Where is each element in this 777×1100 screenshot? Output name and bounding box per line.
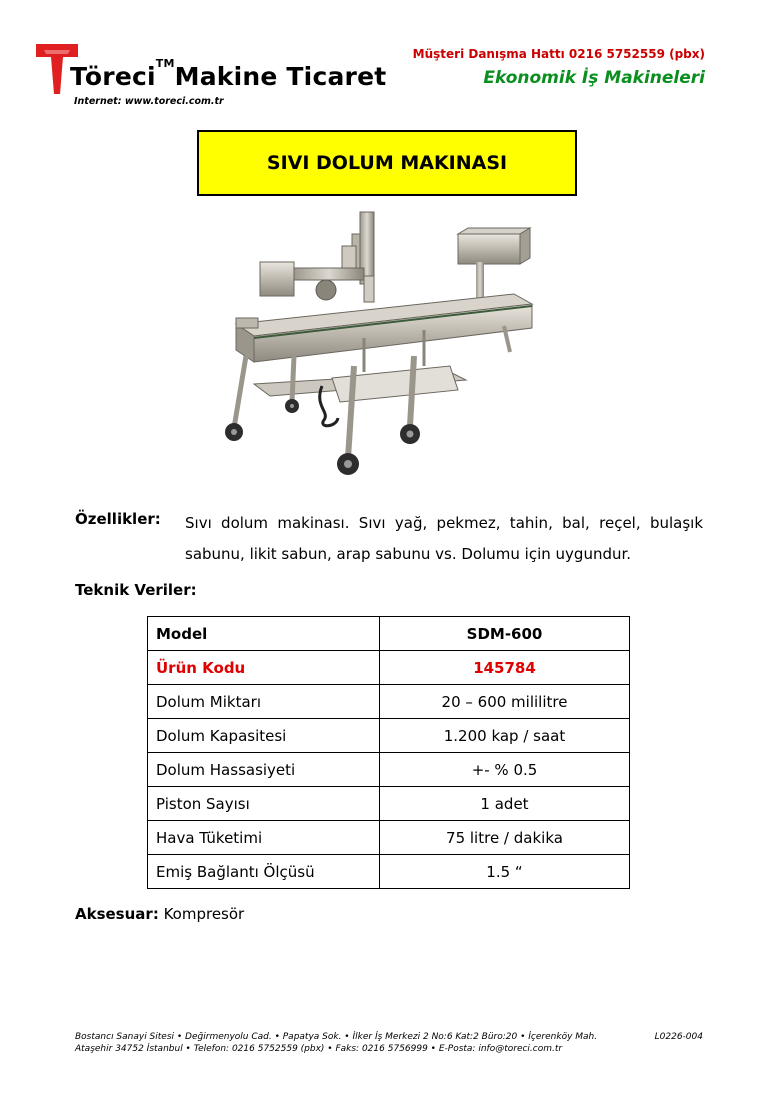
product-title: SIVI DOLUM MAKINASI bbox=[266, 152, 508, 174]
product-title-box bbox=[197, 130, 577, 196]
spec-key: Hava Tüketimi bbox=[148, 821, 380, 855]
accessory-line bbox=[75, 905, 244, 923]
spec-value: SDM-600 bbox=[380, 617, 630, 651]
spec-value: 1.5 “ bbox=[380, 855, 630, 889]
accessory-value: Kompresör bbox=[163, 905, 245, 923]
spec-row bbox=[148, 719, 630, 753]
spec-key: Piston Sayısı bbox=[148, 787, 380, 821]
spec-table bbox=[147, 616, 630, 889]
trademark-symbol: TM bbox=[155, 57, 175, 70]
accessory-label: Aksesuar: bbox=[75, 905, 159, 923]
spec-value: 1 adet bbox=[380, 787, 630, 821]
spec-value: 20 – 600 mililitre bbox=[380, 685, 630, 719]
filling-machine-photo bbox=[214, 206, 554, 490]
spec-value: +- % 0.5 bbox=[380, 753, 630, 787]
spec-value: 145784 bbox=[380, 651, 630, 685]
footer-line-2: Ataşehir 34752 İstanbul • Telefon: 0216 5752559 (pbx) • Faks: 0216 5756999 • E-Posta: info@toreci.com.tr bbox=[75, 1044, 563, 1054]
spec-key: Dolum Hassasiyeti bbox=[148, 753, 380, 787]
spec-key: Model bbox=[148, 617, 380, 651]
company-name bbox=[70, 57, 387, 91]
technical-data-label: Teknik Veriler: bbox=[75, 581, 197, 599]
spec-row-product-code bbox=[148, 651, 630, 685]
footer-address bbox=[75, 1031, 703, 1055]
brand-suffix: Makine Ticaret bbox=[174, 62, 387, 91]
company-tagline: Ekonomik İş Makineleri bbox=[483, 68, 705, 88]
customer-hotline: Müşteri Danışma Hattı 0216 5752559 (pbx) bbox=[412, 47, 705, 61]
spec-key: Dolum Kapasitesi bbox=[148, 719, 380, 753]
spec-row bbox=[148, 685, 630, 719]
spec-row bbox=[148, 787, 630, 821]
spec-value: 75 litre / dakika bbox=[380, 821, 630, 855]
spec-row bbox=[148, 855, 630, 889]
features-label: Özellikler: bbox=[75, 510, 161, 528]
spec-value: 1.200 kap / saat bbox=[380, 719, 630, 753]
website-text: Internet: www.toreci.com.tr bbox=[74, 96, 224, 107]
spec-key: Dolum Miktarı bbox=[148, 685, 380, 719]
spec-row bbox=[148, 753, 630, 787]
features-text: Sıvı dolum makinası. Sıvı yağ, pekmez, tahin, bal, reçel, bulaşık sabunu, likit sabun, arap sabunu vs. Dolumu için uygundur. bbox=[185, 514, 703, 563]
spec-row-model bbox=[148, 617, 630, 651]
brand-name: Töreci bbox=[70, 62, 156, 91]
spec-row bbox=[148, 821, 630, 855]
footer-line-1: Bostancı Sanayi Sitesi • Değirmenyolu Cad. • Papatya Sok. • İlker İş Merkezi 2 No:6 Kat:2 Büro:20 • İçerenköy Mah. bbox=[75, 1032, 598, 1042]
spec-key: Emiş Bağlantı Ölçüsü bbox=[148, 855, 380, 889]
spec-key: Ürün Kodu bbox=[148, 651, 380, 685]
document-code: L0226-004 bbox=[654, 1032, 703, 1042]
